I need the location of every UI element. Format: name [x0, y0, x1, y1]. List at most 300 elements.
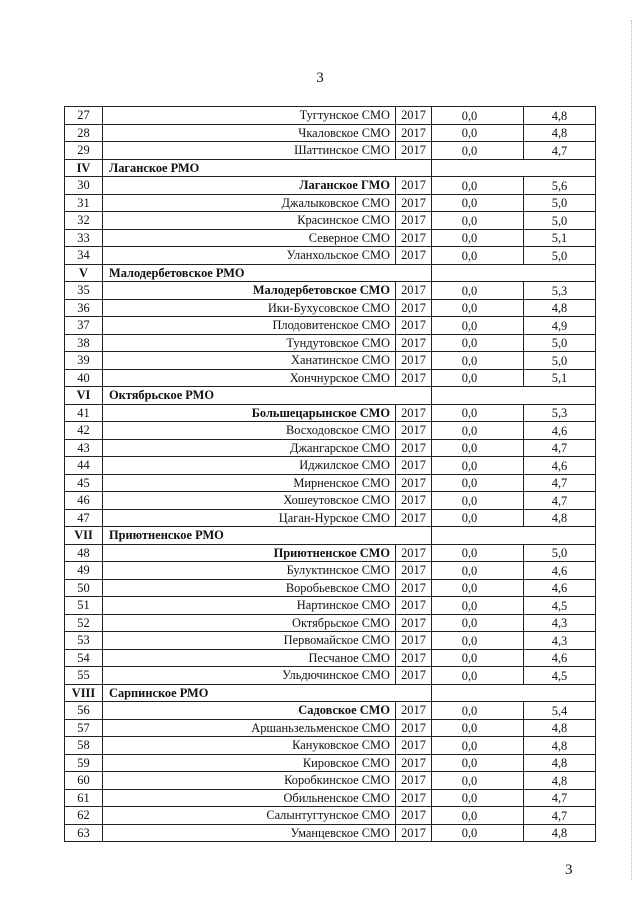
section-row: [65, 387, 596, 405]
year-cell: 2017: [396, 457, 432, 475]
row-number: 45: [65, 474, 103, 492]
year-cell: 2017: [396, 212, 432, 230]
table-row: [65, 702, 596, 720]
section-number: VIII: [65, 684, 103, 702]
row-number: 42: [65, 422, 103, 440]
value-1-cell: [432, 194, 524, 212]
value-1-cell: [432, 369, 524, 387]
value-1-cell-text: 0,0: [461, 651, 478, 665]
year-cell: 2017: [396, 509, 432, 527]
municipality-name: Чкаловское СМО: [103, 124, 396, 142]
section-number: VI: [65, 387, 103, 405]
value-2-cell-text: 4,3: [551, 633, 568, 648]
municipality-name: Джангарское СМО: [103, 439, 396, 457]
value-2-cell: [524, 107, 596, 125]
row-number: 51: [65, 597, 103, 615]
municipality-name: Обильненское СМО: [103, 789, 396, 807]
row-number: 50: [65, 579, 103, 597]
page-edge-line: [631, 20, 632, 880]
value-2-cell-text: 4,3: [551, 616, 568, 630]
section-row: [65, 159, 596, 177]
row-number: 33: [65, 229, 103, 247]
municipality-name: Ики-Бухусовское СМО: [103, 299, 396, 317]
section-empty-cell: [432, 264, 596, 282]
municipality-name: Октябрьское СМО: [103, 614, 396, 632]
value-2-cell-text: 4,6: [551, 423, 568, 438]
value-2-cell: [524, 194, 596, 212]
year-cell: 2017: [396, 579, 432, 597]
municipality-name: Первомайское СМО: [103, 632, 396, 650]
value-1-cell: [432, 474, 524, 492]
value-2-cell: [524, 334, 596, 352]
value-2-cell: [524, 702, 596, 720]
section-number: IV: [65, 159, 103, 177]
value-2-cell-text: 4,7: [551, 441, 568, 455]
year-cell: 2017: [396, 439, 432, 457]
value-1-cell: [432, 807, 524, 825]
value-1-cell: [432, 229, 524, 247]
municipality-table: [64, 106, 596, 842]
value-1-cell-text: 0,0: [461, 563, 478, 578]
table-row: [65, 632, 596, 650]
value-2-cell: [524, 562, 596, 580]
year-cell: 2017: [396, 562, 432, 580]
value-1-cell: [432, 404, 524, 422]
value-2-cell: [524, 579, 596, 597]
table-row: [65, 667, 596, 685]
table-row: [65, 194, 596, 212]
value-2-cell-text: 4,7: [551, 143, 568, 158]
row-number: 53: [65, 632, 103, 650]
value-2-cell: [524, 439, 596, 457]
year-cell: 2017: [396, 702, 432, 720]
value-1-cell-text: 0,0: [461, 423, 478, 438]
table-row: [65, 369, 596, 387]
value-2-cell-text: 5,0: [551, 336, 568, 350]
value-2-cell-text: 4,7: [551, 808, 568, 823]
table-row: [65, 544, 596, 562]
value-1-cell-text: 0,0: [461, 633, 478, 648]
value-1-cell: [432, 124, 524, 142]
value-2-cell-text: 5,0: [551, 196, 568, 210]
value-1-cell: [432, 107, 524, 125]
value-2-cell-text: 5,3: [551, 283, 568, 298]
municipality-name: Нартинское СМО: [103, 597, 396, 615]
row-number: 48: [65, 544, 103, 562]
value-1-cell: [432, 544, 524, 562]
section-number: VII: [65, 527, 103, 545]
value-1-cell: [432, 422, 524, 440]
value-1-cell-text: 0,0: [461, 406, 478, 420]
row-number: 47: [65, 509, 103, 527]
row-number: 49: [65, 562, 103, 580]
value-1-cell: [432, 754, 524, 772]
year-cell: 2017: [396, 824, 432, 842]
municipality-name: Песчаное СМО: [103, 649, 396, 667]
section-number: V: [65, 264, 103, 282]
year-cell: 2017: [396, 369, 432, 387]
value-1-cell-text: 0,0: [461, 283, 478, 298]
section-empty-cell: [432, 159, 596, 177]
value-2-cell: [524, 789, 596, 807]
value-2-cell: [524, 404, 596, 422]
year-cell: 2017: [396, 737, 432, 755]
value-1-cell: [432, 317, 524, 335]
municipality-name: Иджилское СМО: [103, 457, 396, 475]
value-2-cell-text: 5,6: [551, 178, 568, 193]
value-2-cell: [524, 474, 596, 492]
row-number: 40: [65, 369, 103, 387]
value-2-cell: [524, 649, 596, 667]
municipality-name: Коробкинское СМО: [103, 772, 396, 790]
value-2-cell: [524, 632, 596, 650]
year-cell: 2017: [396, 772, 432, 790]
table-row: [65, 614, 596, 632]
section-empty-cell: [432, 387, 596, 405]
table-row: [65, 177, 596, 195]
value-2-cell-text: 4,8: [551, 511, 568, 525]
value-2-cell: [524, 509, 596, 527]
municipality-name: Джалыковское СМО: [103, 194, 396, 212]
value-2-cell: [524, 772, 596, 790]
year-cell: 2017: [396, 474, 432, 492]
table-row: [65, 737, 596, 755]
row-number: 57: [65, 719, 103, 737]
value-2-cell-text: 4,8: [551, 721, 568, 735]
municipality-name: Большецарынское СМО: [103, 404, 396, 422]
value-1-cell-text: 0,0: [461, 598, 478, 613]
row-number: 54: [65, 649, 103, 667]
value-1-cell: [432, 632, 524, 650]
value-2-cell: [524, 824, 596, 842]
value-1-cell: [432, 562, 524, 580]
value-1-cell-text: 0,0: [461, 213, 478, 228]
value-1-cell-text: 0,0: [461, 143, 478, 158]
value-1-cell-text: 0,0: [461, 773, 478, 788]
section-row: [65, 684, 596, 702]
value-1-cell-text: 0,0: [461, 721, 478, 735]
row-number: 55: [65, 667, 103, 685]
year-cell: 2017: [396, 754, 432, 772]
municipality-name: Кировское СМО: [103, 754, 396, 772]
municipality-name: Лаганское ГМО: [103, 177, 396, 195]
value-1-cell-text: 0,0: [461, 231, 478, 245]
row-number: 36: [65, 299, 103, 317]
row-number: 38: [65, 334, 103, 352]
value-1-cell-text: 0,0: [461, 756, 478, 770]
table-row: [65, 457, 596, 475]
municipality-name: Красинское СМО: [103, 212, 396, 230]
value-1-cell-text: 0,0: [461, 581, 478, 595]
value-1-cell: [432, 247, 524, 265]
year-cell: 2017: [396, 194, 432, 212]
value-2-cell: [524, 299, 596, 317]
value-1-cell-text: 0,0: [461, 196, 478, 210]
row-number: 60: [65, 772, 103, 790]
municipality-name: Северное СМО: [103, 229, 396, 247]
value-1-cell-text: 0,0: [461, 371, 478, 385]
municipality-name: Цаган-Нурское СМО: [103, 509, 396, 527]
table-row: [65, 317, 596, 335]
municipality-name: Плодовитенское СМО: [103, 317, 396, 335]
municipality-name: Мирненское СМО: [103, 474, 396, 492]
table-row: [65, 492, 596, 510]
value-2-cell-text: 5,4: [551, 703, 568, 718]
value-1-cell: [432, 597, 524, 615]
value-1-cell: [432, 719, 524, 737]
value-2-cell: [524, 352, 596, 370]
value-1-cell: [432, 772, 524, 790]
municipality-name: Тугтунское СМО: [103, 107, 396, 125]
year-cell: 2017: [396, 334, 432, 352]
table-row: [65, 579, 596, 597]
value-1-cell: [432, 614, 524, 632]
value-1-cell-text: 0,0: [461, 511, 478, 525]
municipality-name: Шаттинское СМО: [103, 142, 396, 160]
year-cell: 2017: [396, 177, 432, 195]
table-row: [65, 649, 596, 667]
table-row: [65, 719, 596, 737]
value-1-cell-text: 0,0: [461, 791, 478, 805]
value-2-cell: [524, 124, 596, 142]
value-1-cell-text: 0,0: [461, 353, 478, 368]
value-1-cell-text: 0,0: [461, 458, 478, 473]
municipality-name: Хошеутовское СМО: [103, 492, 396, 510]
value-2-cell: [524, 229, 596, 247]
value-1-cell: [432, 702, 524, 720]
row-number: 56: [65, 702, 103, 720]
value-2-cell-text: 4,8: [551, 826, 568, 840]
value-1-cell-text: 0,0: [461, 826, 478, 840]
value-2-cell: [524, 614, 596, 632]
value-2-cell: [524, 754, 596, 772]
section-title: Лаганское РМО: [103, 159, 432, 177]
municipality-name: Воробьевское СМО: [103, 579, 396, 597]
municipality-name: Булуктинское СМО: [103, 562, 396, 580]
value-2-cell-text: 4,7: [551, 791, 568, 805]
value-2-cell: [524, 369, 596, 387]
table-body: [65, 107, 596, 842]
row-number: 43: [65, 439, 103, 457]
value-2-cell-text: 4,7: [551, 493, 568, 508]
value-1-cell: [432, 824, 524, 842]
year-cell: 2017: [396, 614, 432, 632]
value-2-cell-text: 4,8: [551, 738, 568, 753]
row-number: 34: [65, 247, 103, 265]
row-number: 30: [65, 177, 103, 195]
row-number: 61: [65, 789, 103, 807]
value-1-cell: [432, 177, 524, 195]
year-cell: 2017: [396, 492, 432, 510]
row-number: 46: [65, 492, 103, 510]
value-2-cell-text: 4,8: [551, 756, 568, 770]
row-number: 27: [65, 107, 103, 125]
value-2-cell-text: 4,5: [551, 668, 568, 683]
municipality-name: Аршаньзельменское СМО: [103, 719, 396, 737]
row-number: 37: [65, 317, 103, 335]
value-2-cell: [524, 807, 596, 825]
table-row: [65, 247, 596, 265]
value-2-cell-text: 4,6: [551, 563, 568, 578]
table-row: [65, 597, 596, 615]
value-2-cell: [524, 737, 596, 755]
value-2-cell-text: 5,0: [551, 353, 568, 368]
value-1-cell: [432, 299, 524, 317]
value-2-cell-text: 4,8: [551, 773, 568, 788]
value-2-cell-text: 4,6: [551, 458, 568, 473]
municipality-name: Ульдючинское СМО: [103, 667, 396, 685]
year-cell: 2017: [396, 282, 432, 300]
municipality-name: Садовское СМО: [103, 702, 396, 720]
year-cell: 2017: [396, 107, 432, 125]
row-number: 28: [65, 124, 103, 142]
row-number: 59: [65, 754, 103, 772]
row-number: 35: [65, 282, 103, 300]
value-1-cell-text: 0,0: [461, 738, 478, 753]
value-1-cell: [432, 352, 524, 370]
value-2-cell-text: 5,0: [551, 213, 568, 228]
value-2-cell: [524, 719, 596, 737]
section-empty-cell: [432, 527, 596, 545]
row-number: 29: [65, 142, 103, 160]
municipality-name: Приютненское СМО: [103, 544, 396, 562]
section-title: Сарпинское РМО: [103, 684, 432, 702]
value-2-cell: [524, 282, 596, 300]
value-2-cell-text: 4,6: [551, 651, 568, 665]
section-title: Октябрьское РМО: [103, 387, 432, 405]
value-1-cell: [432, 212, 524, 230]
year-cell: 2017: [396, 229, 432, 247]
year-cell: 2017: [396, 632, 432, 650]
year-cell: 2017: [396, 422, 432, 440]
table-row: [65, 142, 596, 160]
value-2-cell-text: 5,1: [551, 371, 568, 385]
table-row: [65, 334, 596, 352]
year-cell: 2017: [396, 719, 432, 737]
value-1-cell-text: 0,0: [461, 616, 478, 630]
value-1-cell-text: 0,0: [461, 108, 478, 123]
value-1-cell: [432, 667, 524, 685]
value-1-cell-text: 0,0: [461, 126, 478, 140]
value-2-cell: [524, 457, 596, 475]
table-row: [65, 107, 596, 125]
value-1-cell: [432, 282, 524, 300]
value-2-cell-text: 4,9: [551, 318, 568, 333]
value-1-cell: [432, 789, 524, 807]
value-2-cell-text: 4,8: [551, 301, 568, 315]
year-cell: 2017: [396, 317, 432, 335]
value-1-cell-text: 0,0: [461, 703, 478, 718]
table-row: [65, 439, 596, 457]
value-1-cell-text: 0,0: [461, 546, 478, 560]
value-2-cell: [524, 492, 596, 510]
value-2-cell-text: 4,6: [551, 581, 568, 595]
row-number: 39: [65, 352, 103, 370]
row-number: 41: [65, 404, 103, 422]
year-cell: 2017: [396, 404, 432, 422]
value-2-cell-text: 4,8: [551, 108, 568, 123]
table-row: [65, 404, 596, 422]
municipality-name: Малодербетовское СМО: [103, 282, 396, 300]
value-2-cell-text: 5,0: [551, 248, 568, 263]
municipality-name: Кануковское СМО: [103, 737, 396, 755]
value-1-cell: [432, 334, 524, 352]
municipality-name: Салынтугтунское СМО: [103, 807, 396, 825]
year-cell: 2017: [396, 667, 432, 685]
value-1-cell-text: 0,0: [461, 178, 478, 193]
value-1-cell: [432, 509, 524, 527]
table-row: [65, 124, 596, 142]
table-row: [65, 509, 596, 527]
year-cell: 2017: [396, 807, 432, 825]
value-2-cell: [524, 544, 596, 562]
value-1-cell: [432, 457, 524, 475]
table-row: [65, 754, 596, 772]
value-1-cell-text: 0,0: [461, 476, 478, 490]
row-number: 62: [65, 807, 103, 825]
row-number: 31: [65, 194, 103, 212]
table-row: [65, 299, 596, 317]
value-1-cell-text: 0,0: [461, 336, 478, 350]
value-2-cell: [524, 667, 596, 685]
value-2-cell: [524, 597, 596, 615]
value-2-cell: [524, 422, 596, 440]
table-row: [65, 212, 596, 230]
row-number: 44: [65, 457, 103, 475]
value-1-cell: [432, 492, 524, 510]
table-row: [65, 229, 596, 247]
value-1-cell-text: 0,0: [461, 441, 478, 455]
value-2-cell-text: 4,5: [551, 598, 568, 613]
value-2-cell: [524, 212, 596, 230]
value-2-cell: [524, 247, 596, 265]
year-cell: 2017: [396, 247, 432, 265]
municipality-name: Тундутовское СМО: [103, 334, 396, 352]
table-row: [65, 824, 596, 842]
row-number: 58: [65, 737, 103, 755]
value-2-cell-text: 5,3: [551, 406, 568, 420]
table-row: [65, 789, 596, 807]
value-1-cell-text: 0,0: [461, 301, 478, 315]
value-2-cell: [524, 142, 596, 160]
value-1-cell: [432, 649, 524, 667]
table-row: [65, 352, 596, 370]
value-1-cell-text: 0,0: [461, 248, 478, 263]
section-title: Приютненское РМО: [103, 527, 432, 545]
value-1-cell: [432, 439, 524, 457]
value-2-cell-text: 5,1: [551, 231, 568, 245]
table-row: [65, 562, 596, 580]
value-2-cell: [524, 177, 596, 195]
value-2-cell: [524, 317, 596, 335]
year-cell: 2017: [396, 649, 432, 667]
page-number-top: 3: [316, 70, 324, 86]
municipality-name: Ханатинское СМО: [103, 352, 396, 370]
section-empty-cell: [432, 684, 596, 702]
municipality-name: Уманцевское СМО: [103, 824, 396, 842]
year-cell: 2017: [396, 597, 432, 615]
table-row: [65, 422, 596, 440]
value-1-cell-text: 0,0: [461, 318, 478, 333]
table-row: [65, 807, 596, 825]
value-1-cell: [432, 737, 524, 755]
row-number: 63: [65, 824, 103, 842]
value-1-cell-text: 0,0: [461, 808, 478, 823]
value-2-cell-text: 5,0: [551, 546, 568, 560]
value-1-cell: [432, 142, 524, 160]
section-row: [65, 527, 596, 545]
year-cell: 2017: [396, 789, 432, 807]
